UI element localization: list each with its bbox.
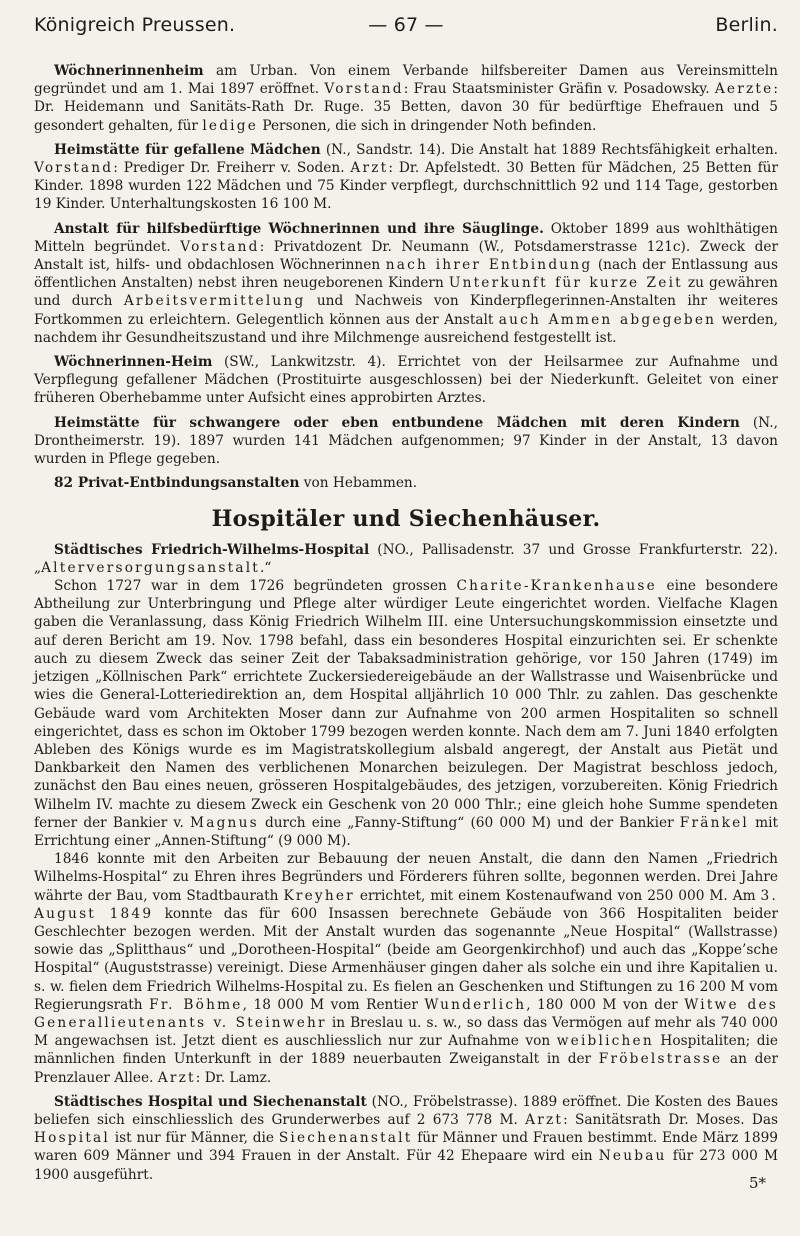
text-run: (NO., Fröbelstrasse). 1889 eröffnet. Die Kosten des Baues beliefen sich einschliesslich des Grunderwerbes auf 2 673 778 M.: [34, 1093, 778, 1128]
text-run: : Sanitätsrath Dr. Moses. Das: [563, 1111, 778, 1128]
text-run: (N., Drontheimerstr. 19). 1897 wurden 141 Mädchen aufgenommen; 97 Kinder in der Anstalt, 13 davon wurden in Pflege gegeben.: [34, 414, 778, 468]
text-run: : Privatdozent Dr. Neumann (W., Potsdamerstrasse 121c). Zweck der Anstalt ist, hilfs- und obdachlosen Wöchnerinnen: [34, 238, 778, 274]
spaced-text: Arzt: [350, 160, 389, 177]
spaced-text: Fr. Böhme: [149, 996, 243, 1013]
paragraph-heading: Wöchnerinnenheim: [54, 63, 204, 79]
text-run: .“: [260, 559, 272, 576]
spaced-text: Fränkel: [679, 814, 749, 831]
text-run: , 180 000 M von der: [526, 996, 685, 1013]
spaced-text: Alterversorgungsanstalt: [41, 559, 261, 576]
text-run: (NO., Pallisadenstr. 37 und Grosse Frankfurterstr. 22). „: [34, 541, 778, 576]
page-number: — 67 —: [368, 14, 444, 36]
spaced-text: Vorstand: [34, 160, 114, 177]
spaced-text: Arbeitsvermittelung: [123, 293, 306, 310]
spaced-text: Siechenanstalt: [278, 1130, 413, 1147]
spaced-text: ledige: [202, 117, 258, 134]
paragraph: [34, 474, 778, 492]
text-run: konnte das für 600 Insassen berechnete Gebäude von 366 Hospitaliten beider Geschlechter bezogen werden. Mit der Anstalt wurden das sogenannte „Neue Hospital“ (Wallstrasse) sowie das „Splitthaus“ und „Dorotheen-Hospital“ (beide am Georgenkirchhof) und auch das „Koppe’sche Hospital“ (Auguststrasse) vereinigt. Diese Armenhäuser gingen daher als solche ein und ihre Kapitalien u. s. w. fielen dem Friedrich Wilhelms-Hospital zu. Es fielen an Geschenken und Stiftungen zu 16 200 M vom Regierungsrath: [34, 905, 778, 1013]
paragraph-heading: Heimstätte für gefallene Mädchen: [54, 141, 321, 158]
text-run: ist nur für Männer, die: [109, 1130, 279, 1147]
text-run: errichtet, mit einem Kostenaufwand von 250 000 M. Am: [354, 887, 761, 904]
text-run: : Dr. Apfelstedt. 30 Betten für Mädchen, 25 Betten für Kinder. 1898 wurden 122 Mädchen und 75 Kinder verpflegt, durchschnittlich 92 und 114 Tage, gestorben 19 Kinder. Unterhaltungskosten 16 100 M.: [34, 160, 778, 213]
spaced-text: Neubau: [598, 1148, 667, 1165]
header-city: Berlin.: [715, 14, 778, 36]
spaced-text: Aerzte: [714, 81, 774, 98]
text-run: von Hebammen.: [299, 475, 418, 492]
spaced-text: Fröbelstrasse: [598, 1051, 723, 1068]
paragraph: [34, 62, 778, 135]
spaced-text: Kreyher: [283, 887, 355, 904]
spaced-text: Hospital: [34, 1130, 110, 1147]
text-run: (N., Sandstr. 14). Die Anstalt hat 1889 Rechtsfähigkeit erhalten.: [320, 141, 778, 158]
paragraph: [34, 1093, 778, 1184]
spaced-text: Arzt: [525, 1111, 564, 1128]
text-run: für 273 000 M 1900 ausgeführt.: [34, 1148, 778, 1183]
text-run: , 18 000 M vom Rentier: [242, 996, 425, 1013]
spaced-text: 3. August 1849: [34, 887, 778, 922]
paragraph-heading: Städtisches Hospital und Siechenanstalt: [54, 1093, 367, 1110]
text-run: Schon 1727 war in dem 1726 begründeten grossen: [54, 578, 457, 595]
spaced-text: Witwe des Generallieutenants v. Steinwehr: [34, 996, 778, 1031]
spaced-text: Charite-Krankenhause: [456, 578, 657, 595]
text-run: Hospitaliten; die männlichen finden Unterkunft in der 1889 neuerbauten Zweiganstalt in der: [34, 1033, 779, 1068]
text-run: : Prediger Dr. Freiherr v. Soden.: [113, 160, 351, 177]
paragraph: [34, 353, 778, 408]
text-run: : Dr. Heidemann und Sanitäts-Rath Dr. Ruge. 35 Betten, davon 30 für bedürftige Ehefrauen und 5 gesondert gehalten, für: [34, 81, 778, 134]
spaced-text: weiblichen: [556, 1033, 654, 1050]
text-run: : Frau Staatsminister Gräfin v. Posadowsky.: [403, 81, 715, 98]
text-run: am Urban. Von einem Verbande hilfsbereiter Damen aus Vereinsmitteln gegründet und am 1. Mai 1897 eröffnet.: [34, 63, 778, 98]
spaced-text: Arzt: [157, 1069, 196, 1086]
text-run: Oktober 1899 aus wohlthätigen Mitteln begründet.: [34, 220, 778, 255]
text-run: Personen, die sich in dringender Noth befinden.: [258, 117, 597, 134]
text-run: eine besondere Abtheilung zur Unterbringung und Pflege alter würdiger Leute eingerichtet worden. Vielfache Klagen gaben die Veranlassung, dass König Friedrich Wilhelm III. eine Untersuchungskommission einsetzte und auf deren Bericht am 19. Nov. 1798 befahl, dass ein besonderes Hospital einzurichten sei. Er schenkte auch zu diesem Zweck das seiner Zeit der Tabaksadministration gehörige, vor 150 Jahren (1749) im jetzigen „Köllnischen Park“ errichtete Zuckersiedereigebäude an der Wallstrasse und Waisenbrücke und wies die General-Lotteriedirektion an, dem Hospital alljährlich 10 000 Thlr. zu zahlen. Das geschenkte Gebäude ward vom Architekten Moser dann zur Aufnahme von 200 armen Hospitaliten so schnell eingerichtet, dass es schon im Oktober 1799 bezogen werden konnte. Nach dem am 7. Juni 1840 erfolgten Ableben des Königs wurde es im Magistratskollegium alsbald angeregt, der Anstalt aus Pietät und Dankbarkeit den Namen des verblichenen Monarchen beizulegen. Der Magistrat beschloss jedoch, zunächst den Bau eines neuen, grösseren Hospitalgebäudes, des jetzigen, vorzubereiten. König Friedrich Wilhelm IV. machte zu diesem Zweck ein Geschenk von 20 000 Thlr.; eine gleich hohe Summe spendeten ferner der Bankier v.: [34, 578, 778, 831]
section-hospitals: [34, 541, 778, 1184]
text-run: in Breslau u. s. w., so dass das Vermögen auf mehr als 740 000 M angewachsen ist. Jetzt dient es auschliesslich nur zur Aufnahme von: [34, 1014, 778, 1050]
document-page: [34, 12, 778, 1184]
spaced-text: auch Ammen abgegeben: [498, 311, 717, 328]
running-header: [34, 12, 778, 42]
paragraph: [34, 220, 778, 347]
section-maternity: [34, 62, 778, 492]
paragraph: [34, 141, 778, 214]
text-run: und Nachweis von Kinderpflegerinnen-Anstalten ihr weiteres Fortkommen zu erleichtern. Gelegentlich können aus der Anstalt: [34, 293, 778, 328]
spaced-text: Vorstand: [324, 81, 404, 98]
spaced-text: Vorstand: [180, 238, 260, 255]
paragraph-heading: 82 Privat-Entbindungsanstalten: [54, 475, 300, 492]
paragraph-heading: Städtisches Friedrich-Wilhelms-Hospital: [54, 541, 370, 558]
spaced-text: Unterkunft für kurze Zeit: [448, 275, 683, 292]
paragraph-heading: Heimstätte für schwangere oder eben entbundene Mädchen mit deren Kindern: [54, 414, 740, 431]
paragraph: [34, 577, 778, 850]
text-run: zu gewähren und durch: [34, 275, 779, 310]
spaced-text: Magnus: [190, 814, 259, 831]
text-run: an der Prenzlauer Allee.: [34, 1051, 778, 1086]
paragraph: [34, 850, 778, 1087]
spaced-text: nach ihrer Entbindung: [385, 257, 593, 274]
body-text: [34, 62, 778, 1184]
text-run: (SW., Lankwitzstr. 4). Errichtet von der Heilsarmee zur Aufnahme und Verpflegung gefallener Mädchen (Prostituirte ausgeschlossen) bei der Niederkunft. Geleitet von einer früheren Oberhebamme unter Aufsicht eines approbirten Arztes.: [34, 354, 778, 407]
text-run: : Dr. Lamz.: [195, 1069, 272, 1086]
text-run: mit Errichtung einer „Annen-Stiftung“ (9 000 M).: [34, 814, 778, 849]
text-run: durch eine „Fanny-Stiftung“ (60 000 M) und der Bankier: [258, 814, 680, 831]
paragraph-heading: Anstalt für hilfsbedürftige Wöchnerinnen und ihre Säuglinge.: [54, 220, 544, 237]
text-run: werden, nachdem ihr Gesundheitszustand und ihre Milchmenge ausreichend festgestellt ist.: [34, 311, 778, 346]
spaced-text: Wunderlich: [424, 996, 527, 1013]
paragraph: [34, 414, 778, 469]
text-run: (nach der Entlassung aus öffentlichen Anstalten) nebst ihren neugeborenen Kindern: [34, 257, 778, 292]
paragraph: [34, 541, 778, 577]
text-run: für Männer und Frauen bestimmt. Ende März 1899 waren 609 Männer und 394 Frauen in der Anstalt. Für 42 Ehepaare wird ein: [34, 1130, 778, 1165]
section-title: Hospitäler und Siechenhäuser.: [211, 506, 601, 533]
signature-mark: 5*: [748, 1174, 766, 1192]
header-country: Königreich Preussen.: [34, 14, 236, 36]
paragraph-heading: Wöchnerinnen-Heim: [54, 354, 213, 371]
text-run: 1846 konnte mit den Arbeiten zur Bebauung der neuen Anstalt, die dann den Namen „Friedrich Wilhelms-Hospital“ zu Ehren ihres Begründers und Förderers führen sollte, begonnen werden. Drei Jahre währte der Bau, vom Stadtbaurath: [34, 851, 778, 904]
